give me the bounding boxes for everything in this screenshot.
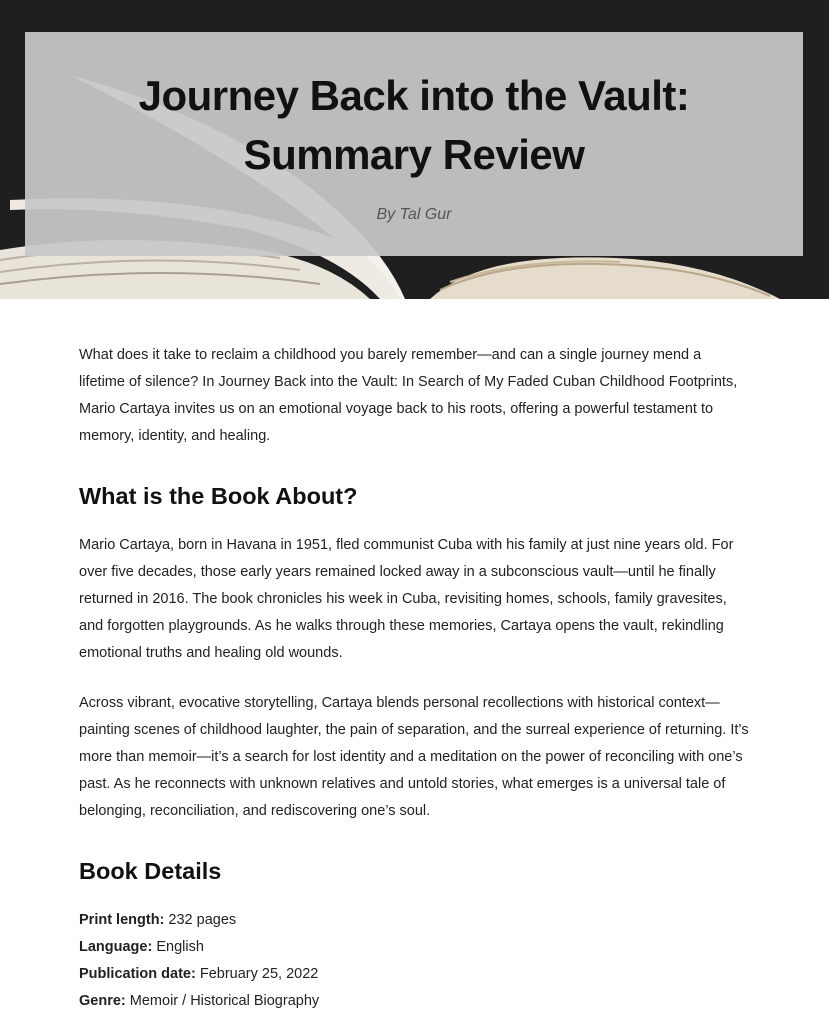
detail-value: English xyxy=(152,939,204,955)
detail-item-genre xyxy=(79,988,750,1015)
about-paragraph-1: Mario Cartaya, born in Havana in 1951, fled communist Cuba with his family at just nine years old. For over five decades, those early years remained locked away in a subconscious vault—until he finally returned in 2016. The book chronicles his week in Cuba, revisiting homes, schools, family gravesites, and forgotten playgrounds. As he walks through these memories, Cartaya opens the vault, rekindling emotional truths and healing old wounds. xyxy=(79,537,734,661)
detail-item-language xyxy=(79,934,750,961)
detail-label: Publication date: xyxy=(79,966,196,982)
hero-title-box xyxy=(25,32,803,256)
title-line-1: Journey Back into the Vault: xyxy=(138,72,690,119)
intro-paragraph: What does it take to reclaim a childhood you barely remember—and can a single journey mend a lifetime of silence? In Journey Back into the Vault: In Search of My Faded Cuban Childhood Footprints, Mario Cartaya invites us on an emotional voyage back to his roots, offering a powerful testament to memory, identity, and healing. xyxy=(79,347,738,444)
detail-value: 232 pages xyxy=(164,912,237,928)
author-byline: By Tal Gur xyxy=(376,206,452,223)
detail-label: Print length: xyxy=(79,912,165,928)
article-body xyxy=(0,342,829,1015)
detail-item-print-length xyxy=(79,907,750,934)
about-heading: What is the Book About? xyxy=(79,483,358,509)
detail-item-publication-date xyxy=(79,961,750,988)
book-details-list xyxy=(79,907,750,1015)
detail-value: Memoir / Historical Biography xyxy=(125,993,320,1009)
detail-label: Language: xyxy=(79,939,153,955)
title-line-2: Summary Review xyxy=(243,131,585,178)
page-title xyxy=(25,66,803,184)
about-paragraph-2: Across vibrant, evocative storytelling, Cartaya blends personal recollections with historical context—painting scenes of childhood laughter, the pain of separation, and the surreal experience of returning. It’s more than memoir—it’s a search for lost identity and a meditation on the power of reconciling with one’s past. As he reconnects with unknown relatives and untold stories, what emerges is a universal tale of belonging, reconciliation, and rediscovering one’s soul. xyxy=(79,695,749,819)
details-heading: Book Details xyxy=(79,858,222,884)
detail-value: February 25, 2022 xyxy=(195,966,319,982)
hero-banner xyxy=(0,0,829,299)
detail-label: Genre: xyxy=(79,993,126,1009)
